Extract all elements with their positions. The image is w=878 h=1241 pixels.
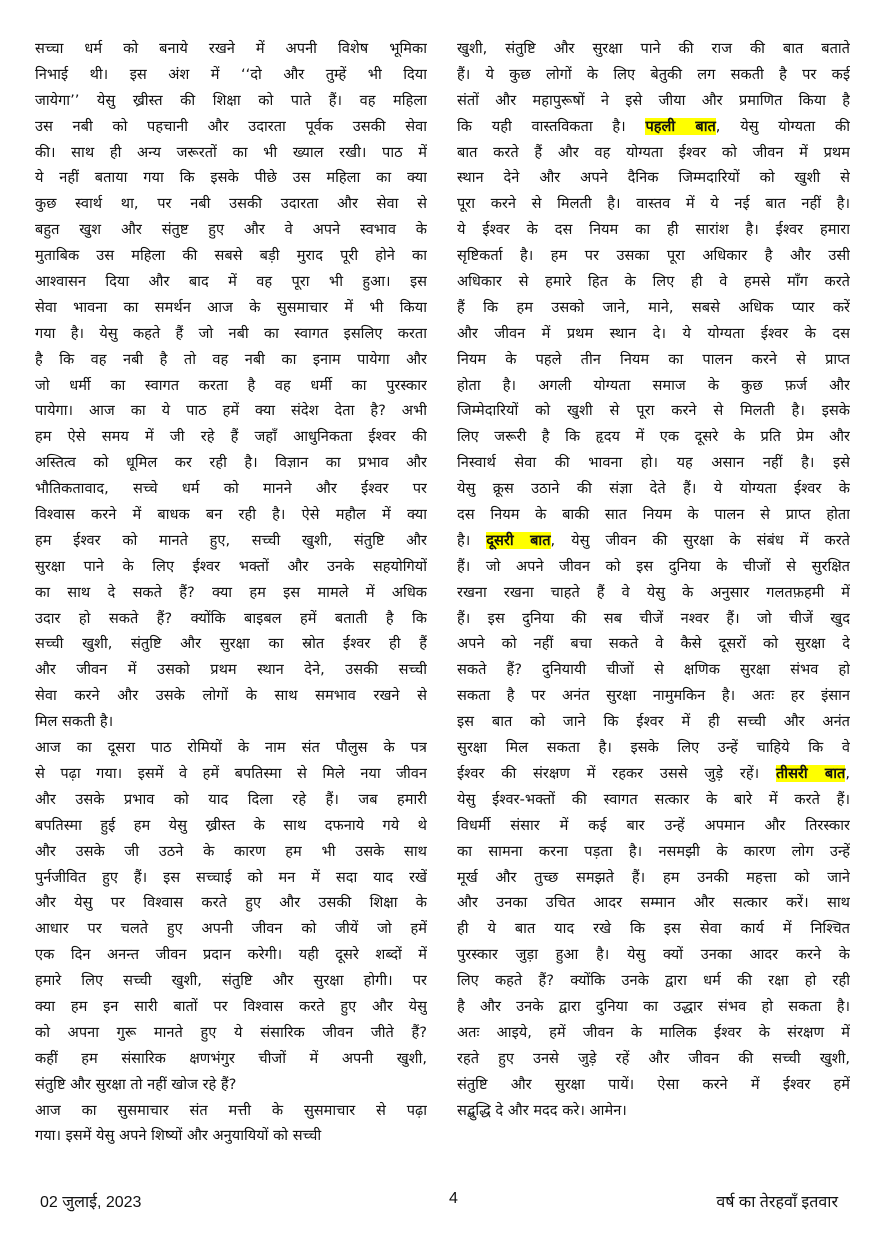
text-line — [457, 140, 850, 166]
left-column — [35, 36, 427, 1149]
text-line — [457, 631, 850, 657]
footer-sunday-title: वर्ष का तेरहवाँ इतवार — [716, 1194, 838, 1211]
text-line: एक दिन अनन्त जीवन प्रदान करेगी। यही दूसरे शब्दों में — [35, 946, 427, 964]
footer-date: 02 जुलाई, 2023 — [40, 1194, 142, 1211]
text-line — [457, 1072, 850, 1098]
text-segment: येसु क्रूस उठाने की संज्ञा देते हैं। ये योग्यता ईश्वर के — [457, 480, 850, 498]
text-line: पुर्नजीवित हुए हैं। इस सच्चाई को मन में सदा याद रखें — [35, 868, 427, 886]
text-line: जायेगा’’ येसु ख्रीस्त की शिक्षा को पाते हैं। वह महिला — [35, 91, 427, 109]
text-line — [457, 1020, 850, 1046]
text-line — [457, 243, 850, 269]
text-line: की। साथ ही अन्य जरूरतों का भी ख्याल रखी। पाठ में — [35, 143, 427, 161]
text-line — [457, 657, 850, 683]
text-line: भौतिकतावाद, सच्चे धर्म को मानने और ईश्वर पर — [35, 480, 427, 498]
text-line — [457, 269, 850, 295]
text-line — [457, 865, 850, 891]
text-segment: सुरक्षा मिल सकता है। इसके लिए उन्हें चाहिये कि वे — [457, 739, 850, 757]
text-line — [457, 709, 850, 735]
text-line — [457, 528, 850, 554]
page-number: 4 — [449, 1190, 458, 1207]
text-line: सेवा करने और उसके लोगों के साथ समभाव रखने से — [35, 687, 427, 705]
text-line: गया। इसमें येसु अपने शिष्यों और अनुयायियों को सच्ची — [35, 1127, 322, 1145]
text-line: से पढ़ा गया। इसमें वे हमें बपतिस्मा से मिले नया जीवन — [35, 764, 427, 782]
text-segment: कि यही वास्तविकता है। — [457, 117, 646, 135]
text-line: कहीं हम संसारिक क्षणभंगुर चीजों में अपनी खुशी, — [35, 1049, 427, 1067]
text-segment: बात करते हैं और वह योग्यता ईश्वर को जीवन में प्रथम — [457, 143, 850, 161]
text-segment: सकता है पर अनंत सुरक्षा नामुमकिन है। अतः हर इंसान — [457, 687, 850, 705]
highlighted-heading: तीसरी बात — [775, 764, 846, 782]
text-line: बपतिस्मा हुई हम येसु ख्रीस्त के साथ दफनाये गये थे — [35, 816, 427, 834]
text-line: है कि वह नबी है तो वह नबी का इनाम पायेगा और — [35, 350, 427, 368]
text-segment: नियम के पहले तीन नियम का पालन करने से प्राप्त — [457, 350, 850, 368]
text-line: सेवा भावना का समर्थन आज के सुसमाचार में भी किया — [35, 298, 427, 316]
text-line: कुछ स्वार्थ था, पर नबी उसकी उदारता और सेवा से — [35, 195, 427, 213]
text-segment: स्थान देने और अपने दैनिक जिम्मदारियों को खुशी से — [457, 169, 850, 187]
text-line — [457, 373, 850, 399]
text-segment: लिए कहते हैं? क्योंकि उनके द्वारा धर्म की रक्षा हो रही — [457, 972, 850, 990]
text-line: उदार हो सकते हैं? क्योंकि बाइबल हमें बताती है कि — [35, 609, 427, 627]
text-segment: जिम्मेदारियों को खुशी से पूरा करने से मिलती है। इसके — [457, 402, 850, 420]
text-line — [457, 813, 850, 839]
text-line: निभाई थी। इस अंश में ‘‘दो और तुम्हें भी दिया — [35, 65, 427, 83]
text-segment: विधर्मी संसार में कई बार उन्हें अपमान और तिरस्कार — [457, 816, 850, 834]
text-line — [457, 321, 850, 347]
text-segment: हैं। जो अपने जीवन को इस दुनिया के चीजों से सुरक्षित — [457, 557, 850, 575]
text-segment: हैं। ये कुछ लोगों के लिए बेतुकी लग सकती है पर कई — [457, 65, 850, 83]
text-line — [457, 88, 850, 114]
text-line — [457, 735, 850, 761]
text-segment: , येसु जीवन की सुरक्षा के संबंध में करते — [550, 531, 850, 549]
text-line: को अपना गुरू मानते हुए ये संसारिक जीवन जीते हैं? — [35, 1023, 427, 1041]
text-line: और येसु पर विश्वास करते हुए और उसकी शिक्षा के — [35, 894, 427, 912]
text-segment: , येसु योग्यता की — [715, 117, 850, 135]
text-line: गया है। येसु कहते हैं जो नबी का स्वागत इसलिए करता — [35, 324, 427, 342]
text-line: हम ऐसे समय में जी रहे हैं जहाँ आधुनिकता ईश्वर की — [35, 428, 427, 446]
text-segment: संतों और महापुरूषों ने इसे जीया और प्रमाणित किया है — [457, 91, 850, 109]
text-line: और जीवन में उसको प्रथम स्थान देने, उसकी सच्ची — [35, 661, 427, 679]
text-line — [457, 36, 850, 62]
text-segment: सृष्टिकर्ता है। हम पर उसका पूरा अधिकार है और उसी — [457, 247, 850, 265]
text-line: हम ईश्वर को मानते हुए, सच्ची खुशी, संतुष्टि और — [35, 531, 427, 549]
text-line — [457, 217, 850, 243]
text-segment: सकते हैं? दुनियायी चीजों से क्षणिक सुरक्षा संभव हो — [457, 661, 850, 679]
text-segment: अतः आइये, हमें जीवन के मालिक ईश्वर के संरक्षण में — [457, 1023, 850, 1041]
text-line: उस नबी को पहचानी और उदारता पूर्वक उसकी सेवा — [35, 117, 427, 135]
text-segment: होता है। अगली योग्यता समाज के कुछ फ़र्ज और — [457, 376, 850, 394]
text-segment: खुशी, संतुष्टि और सुरक्षा पाने की राज की बात बताते — [457, 40, 850, 57]
text-line — [457, 1098, 850, 1124]
text-line — [457, 554, 850, 580]
text-line — [457, 890, 850, 916]
text-line — [457, 295, 850, 321]
text-line — [457, 191, 850, 217]
text-line: आज का दूसरा पाठ रोमियों के नाम संत पौलुस के पत्र — [35, 739, 427, 757]
text-line: बहुत खुश और संतुष्ट हुए और वे अपने स्वभाव के — [35, 221, 427, 239]
text-segment: पूरा करने से मिलती है। वास्तव में ये नई बात नहीं है। — [457, 195, 850, 213]
text-line — [457, 968, 850, 994]
text-line — [457, 787, 850, 813]
text-line — [457, 994, 850, 1020]
text-segment: रखना रखना चाहते हैं वे येसु के अनुसार गलतफ़हमी में — [457, 583, 850, 601]
text-segment: सद्बुद्धि दे और मदद करे। आमेन। — [457, 1101, 627, 1119]
highlighted-heading: पहली बात — [645, 117, 716, 135]
text-line: क्या हम इन सारी बातों पर विश्वास करते हुए और येसु — [35, 997, 427, 1015]
text-segment: है। — [457, 531, 487, 549]
text-line — [457, 683, 850, 709]
text-line: आश्वासन दिया और बाद में वह पूरा भी हुआ। इस — [35, 273, 427, 291]
text-segment: इस बात को जाने कि ईश्वर में ही सच्ची और अनंत — [457, 713, 850, 731]
text-line — [457, 502, 850, 528]
text-segment: है और उनके द्वारा दुनिया का उद्धार संभव हो सकता है। — [457, 997, 850, 1015]
text-segment: हैं कि हम उसको जाने, माने, सबसे अधिक प्यार करें — [457, 298, 850, 316]
text-line — [457, 114, 850, 140]
text-line: जो धर्मी का स्वागत करता है वह धर्मी का पुरस्कार — [35, 376, 427, 394]
text-line: सच्चा धर्म को बनाये रखने में अपनी विशेष भूमिका — [35, 40, 427, 57]
text-line: और उसके प्रभाव को याद दिला रहे हैं। जब हमारी — [35, 790, 427, 808]
text-segment: अपने को नहीं बचा सकते वे कैसे दूसरों को सुरक्षा दे — [457, 635, 850, 653]
text-line: अस्तित्व को धूमिल कर रही है। विज्ञान का प्रभाव और — [35, 454, 427, 472]
text-segment: लिए जरूरी है कि हृदय में एक दूसरे के प्रति प्रेम और — [457, 428, 850, 446]
text-segment: ये ईश्वर के दस नियम का ही सारांश है। ईश्वर हमारा — [457, 221, 850, 239]
text-segment: हैं। इस दुनिया की सब चीजें नश्वर हैं। जो चीजें खुद — [457, 609, 850, 627]
text-line — [457, 424, 850, 450]
text-segment: ही ये बात याद रखे कि इस सेवा कार्य में निश्चित — [457, 920, 850, 938]
text-line — [457, 942, 850, 968]
text-line — [457, 1046, 850, 1072]
text-segment: पुरस्कार जुड़ा हुआ है। येसु क्यों उनका आदर करने के — [457, 946, 850, 964]
text-line: मिल सकती है। — [35, 713, 114, 731]
text-line — [457, 916, 850, 942]
highlighted-heading: दूसरी बात — [486, 531, 551, 549]
text-line — [457, 165, 850, 191]
text-line: सुरक्षा पाने के लिए ईश्वर भक्तों और उनके सहयोगियों — [35, 557, 427, 575]
text-line: का साथ दे सकते हैं? क्या हम इस मामले में अधिक — [35, 583, 427, 601]
text-segment: निस्वार्थ सेवा की भावना हो। यह असान नहीं है। इसे — [457, 454, 850, 472]
text-line — [457, 761, 850, 787]
text-line: आधार पर चलते हुए अपनी जीवन को जीयें जो हमें — [35, 920, 427, 938]
text-line: मुताबिक उस महिला की सबसे बड़ी मुराद पूरी होने का — [35, 247, 427, 265]
text-line — [457, 62, 850, 88]
text-line: पायेगा। आज का ये पाठ हमें क्या संदेश देता है? अभी — [35, 402, 427, 420]
right-column — [457, 36, 850, 1123]
text-segment: दस नियम के बाकी सात नियम के पालन से प्राप्त होता — [457, 506, 850, 524]
text-line — [457, 398, 850, 424]
text-segment: संतुष्टि और सुरक्षा पायें। ऐसा करने में ईश्वर हमें — [457, 1075, 850, 1093]
text-segment: मूर्ख और तुच्छ समझते हैं। हम उनकी महत्ता को जाने — [457, 868, 850, 886]
text-line — [457, 839, 850, 865]
text-line — [457, 580, 850, 606]
text-line: और उसके जी उठने के कारण हम भी उसके साथ — [35, 842, 427, 860]
text-line — [457, 476, 850, 502]
text-line — [457, 606, 850, 632]
text-segment: का सामना करना पड़ता है। नसमझी के कारण लोग उन्हें — [457, 842, 850, 860]
text-line — [457, 347, 850, 373]
text-line — [457, 450, 850, 476]
text-line: विश्वास करने में बाधक बन रही है। ऐसे महौल में क्या — [35, 506, 427, 524]
text-line: हमारे लिए सच्ची खुशी, संतुष्टि और सुरक्षा होगी। पर — [35, 972, 427, 990]
text-line: ये नहीं बताया गया कि इसके पीछे उस महिला का क्या — [35, 169, 427, 187]
text-segment: ईश्वर की संरक्षण में रहकर उससे जुड़े रहें। — [457, 764, 776, 782]
text-line: आज का सुसमाचार संत मत्ती के सुसमाचार से पढ़ा — [35, 1101, 427, 1119]
text-segment: येसु ईश्वर-भक्तों की स्वागत सत्कार के बारे में करते हैं। — [457, 790, 850, 808]
text-segment: , — [845, 764, 850, 782]
text-segment: और उनका उचित आदर सम्मान और सत्कार करें। साथ — [457, 894, 850, 912]
text-segment: और जीवन में प्रथम स्थान दे। ये योग्यता ईश्वर के दस — [457, 324, 850, 342]
text-line: संतुष्टि और सुरक्षा तो नहीं खोज रहे हैं? — [35, 1075, 237, 1093]
text-segment: रहते हुए उनसे जुड़े रहें और जीवन की सच्ची खुशी, — [457, 1049, 850, 1067]
text-line: सच्ची खुशी, संतुष्टि और सुरक्षा का स्रोत ईश्वर ही हैं — [35, 635, 427, 653]
text-segment: अधिकार से हमारे हित के लिए ही वे हमसे माँग करते — [457, 273, 850, 291]
